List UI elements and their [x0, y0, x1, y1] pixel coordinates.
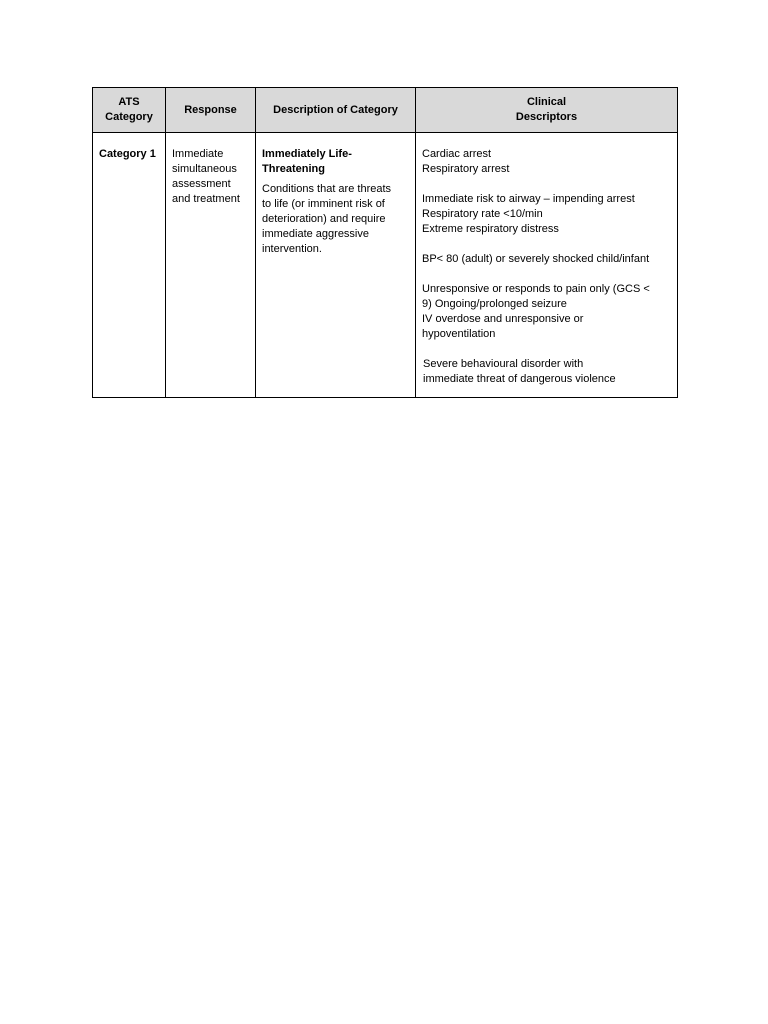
clinical-group: Immediate risk to airway – impending arrest Respiratory rate <10/min Extreme respiratory distress	[422, 193, 635, 235]
header-ats-category: ATS Category	[93, 88, 166, 133]
clinical-group: Unresponsive or responds to pain only (GCS < 9) Ongoing/prolonged seizure IV overdose and unresponsive or hypoventilation	[422, 283, 650, 340]
header-description: Description of Category	[256, 88, 416, 133]
header-clinical-descriptors: Clinical Descriptors	[416, 88, 678, 133]
table-row	[93, 133, 678, 398]
cell-response	[166, 133, 256, 398]
table-header-row	[93, 88, 678, 133]
cell-clinical-descriptors	[416, 133, 678, 398]
response-line: Immediate	[172, 148, 224, 160]
clinical-group: BP< 80 (adult) or severely shocked child/infant	[422, 253, 650, 265]
description-title: Immediately Life- Threatening	[262, 148, 352, 175]
cell-description	[256, 133, 416, 398]
response-line: simultaneous	[172, 163, 237, 175]
clinical-group: Cardiac arrest Respiratory arrest	[422, 148, 510, 175]
clinical-group: Severe behavioural disorder with immediate threat of dangerous violence	[423, 358, 616, 385]
cell-category	[93, 133, 166, 398]
description-body: Conditions that are threats to life (or imminent risk of deterioration) and require immediate aggressive intervention.	[262, 183, 392, 255]
category-label: Category 1	[99, 148, 156, 160]
response-line: assessment	[172, 178, 231, 190]
response-line: and treatment	[172, 193, 240, 205]
header-response: Response	[166, 88, 256, 133]
ats-category-table	[92, 87, 678, 398]
